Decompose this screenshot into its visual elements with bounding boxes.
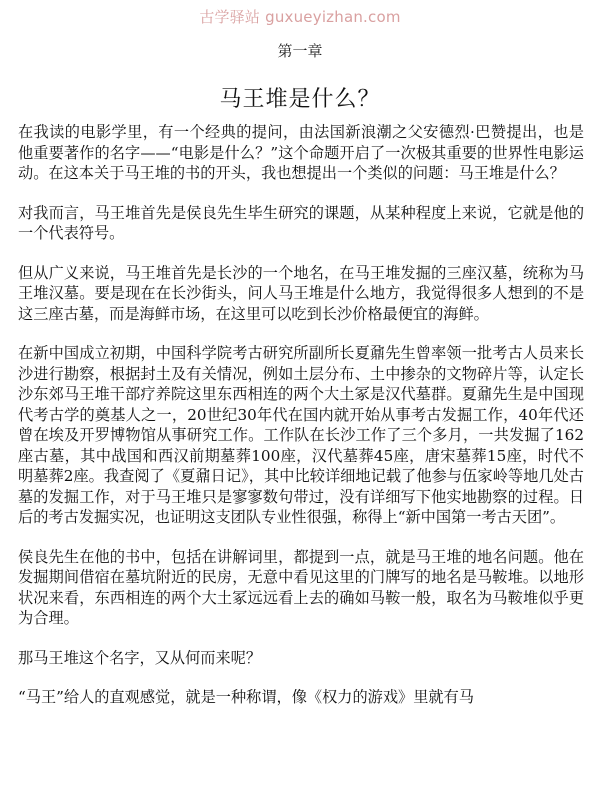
- paragraph-6: 那马王堆这个名字，又从何而来呢？: [18, 648, 261, 667]
- chapter-title: 马王堆是什么？: [219, 87, 381, 112]
- paragraph-4: 在新中国成立初期，中国科学院考古研究所副所长夏鼐先生曾率领一批考古人员来长沙进行勘察，根据封土及有关情况，例如土层分布、土中掺杂的文物碎片等，认定长沙东郊马王堆干部疗养院这里东西相连的两个大土冢是汉代墓群。夏鼐先生是中国现代考古学的奠基人之一，20世纪30年代在国内就开始从事考古发掘工作，40年代还曾在埃及开罗博物馆从事研究工作。工作队在长沙工作了三个多月，一共发掘了162座古墓，其中战国和西汉前期墓葬100座，汉代墓葬45座，唐宋墓葬15座，时代不明墓葬2座。我查阅了《夏鼐日记》，其中比较详细地记载了他参与伍家岭等地几处古墓的发掘工作，对于马王堆只是寥寥数句带过，没有详细写下他实地勘察的过程。日后的考古发掘实况，也证明这支团队专业性很强，称得上“新中国第一考古天团”。: [18, 344, 584, 526]
- site-watermark: 古学驿站 guxueyizhan.com: [199, 8, 401, 26]
- paragraph-2: 对我而言，马王堆首先是侯良先生毕生研究的课题，从某种程度上来说，它就是他的一个代表符号。: [18, 203, 584, 242]
- paragraph-1: 在我读的电影学里，有一个经典的提问，由法国新浪潮之父安德烈·巴赞提出，也是他重要著作的名字——“电影是什么？”这个命题开启了一次极其重要的世界性电影运动。在这本关于马王堆的书的开头，我也想提出一个类似的问题：马王堆是什么？: [18, 123, 584, 182]
- paragraph-3: 但从广义来说，马王堆首先是长沙的一个地名，在马王堆发掘的三座汉墓，统称为马王堆汉墓。要是现在在长沙街头，问人马王堆是什么地方，我觉得很多人想到的不是这三座古墓，而是海鲜市场，在这里可以吃到长沙价格最便宜的海鲜。: [18, 263, 584, 323]
- body-text: [18, 122, 584, 708]
- paragraph-5: 侯良先生在他的书中，包括在讲解词里，都提到一点，就是马王堆的地名问题。他在发掘期间借宿在墓坑附近的民房，无意中看见这里的门牌写的地名是马鞍堆。以地形状况来看，东西相连的两个大土冢远远看上去的确如马鞍一般，取名为马鞍堆似乎更为合理。: [18, 547, 584, 627]
- paragraph-7: “马王”给人的直观感觉，就是一种称谓，像《权力的游戏》里就有马: [18, 688, 474, 706]
- chapter-number: 第一章: [277, 42, 323, 60]
